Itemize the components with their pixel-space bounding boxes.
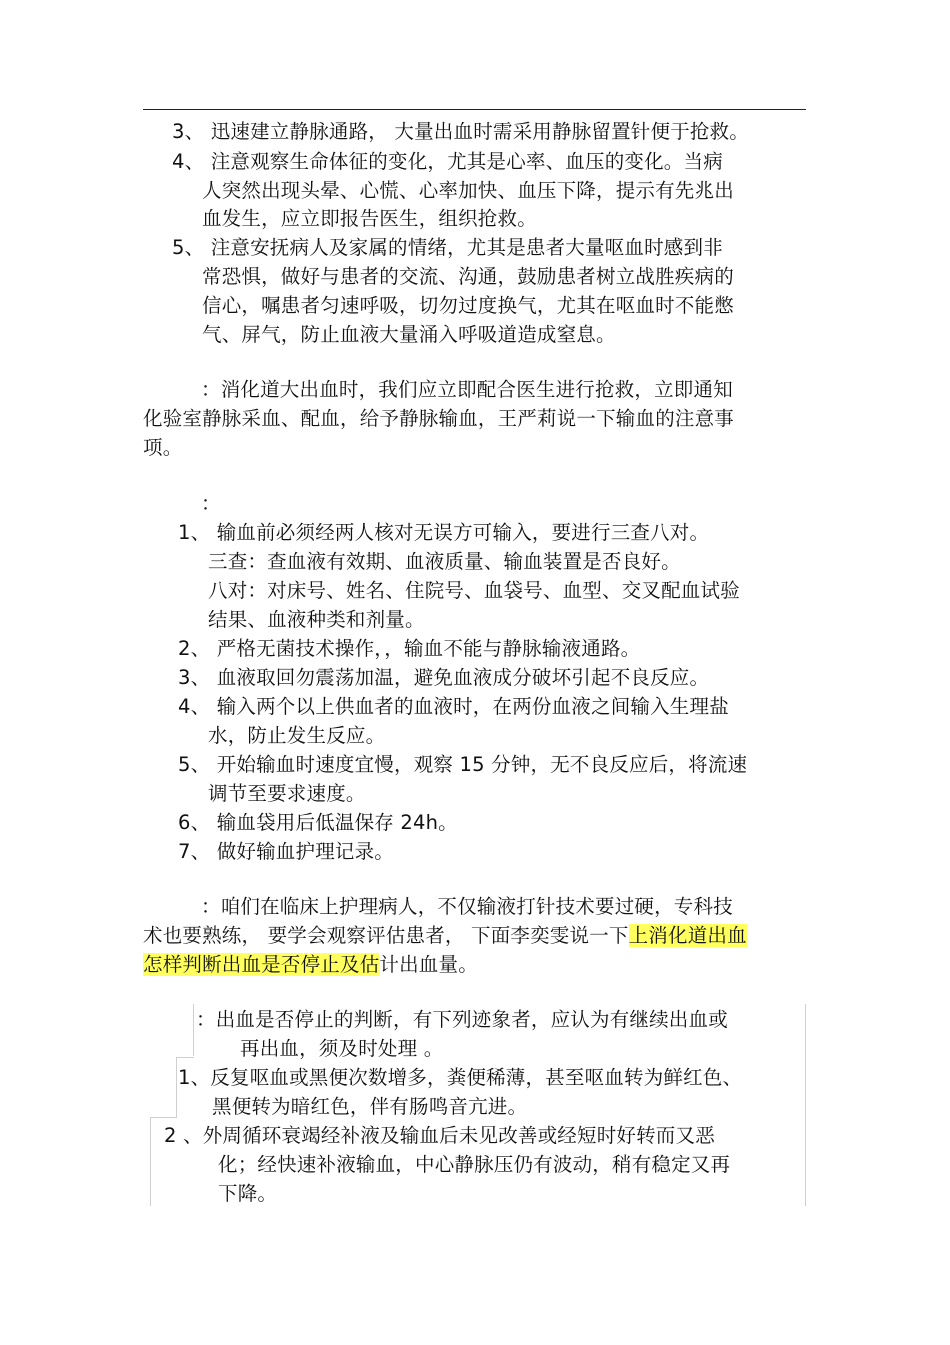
frame-line xyxy=(805,1004,806,1206)
transfusion-item-1: 1、 输血前必须经两人核对无误方可输入，要进行三查八对。 xyxy=(178,521,710,544)
frame-line xyxy=(193,1004,194,1056)
transfusion-item-4-line-2: 水，防止发生反应。 xyxy=(208,724,386,747)
transfusion-item-6: 6、 输血袋用后低温保存 24h。 xyxy=(178,811,458,834)
frame-line xyxy=(150,1117,151,1206)
header-rule xyxy=(143,109,806,110)
transfusion-item-5-line-1: 5、 开始输血时速度宜慢，观察 15 分钟，无不良反应后，将流速 xyxy=(178,753,748,776)
transfusion-item-5-line-2: 调节至要求速度。 xyxy=(208,782,366,805)
para2-highlight-2: 怎样判断出血是否停止及估 xyxy=(143,953,380,976)
bleeding-intro-line-2: 再出血，须及时处理 。 xyxy=(240,1037,444,1060)
care-item-5-line-4: 气、屏气，防止血液大量涌入呼吸道造成窒息。 xyxy=(202,323,616,346)
para2-line-2-plain: 术也要熟练， 要学会观察评估患者， 下面李奕雯说一下 xyxy=(143,924,629,947)
para2-line-3 xyxy=(143,952,478,978)
care-item-5-line-3: 信心，嘱患者匀速呼吸，切勿过度换气，尤其在呕血时不能憋 xyxy=(202,294,734,317)
frame-line xyxy=(150,1117,177,1118)
frame-line xyxy=(176,1057,194,1058)
bleeding-intro-line-1: ：出血是否停止的判断，有下列迹象者，应认为有继续出血或 xyxy=(196,1008,728,1031)
care-item-3: 3、 迅速建立静脉通路， 大量出血时需采用静脉留置针便于抢救。 xyxy=(172,120,750,143)
para1-line-3: 项。 xyxy=(143,436,183,459)
bleeding-item-2-line-2: 化；经快速补液输血，中心静脉压仍有波动，稍有稳定又再 xyxy=(218,1153,731,1176)
transfusion-item-3: 3、 血液取回勿震荡加温，避免血液成分破坏引起不良反应。 xyxy=(178,666,710,689)
bleeding-item-2-line-3: 下降。 xyxy=(218,1182,278,1205)
para2-line-1: ：咱们在临床上护理病人，不仅输液打针技术要过硬，专科技 xyxy=(201,895,733,918)
para2-line-2 xyxy=(143,923,747,949)
care-item-4-line-2: 人突然出现头晕、心慌、心率加快、血压下降，提示有先兆出 xyxy=(202,179,734,202)
para1-line-1: ：消化道大出血时，我们应立即配合医生进行抢救，立即通知 xyxy=(201,378,733,401)
bleeding-item-2-line-1: 2 、外周循环衰竭经补液及输血后未见改善或经短时好转而又恶 xyxy=(164,1124,715,1147)
eight-checks-line-1: 八对：对床号、姓名、住院号、血袋号、血型、交叉配血试验 xyxy=(208,579,740,602)
three-checks: 三查：查血液有效期、血液质量、输血装置是否良好。 xyxy=(208,550,681,573)
transfusion-item-7: 7、 做好输血护理记录。 xyxy=(178,840,395,863)
para2-highlight-1: 上消化道出血 xyxy=(628,924,747,947)
frame-line xyxy=(176,1057,177,1117)
care-item-5-line-2: 常恐惧，做好与患者的交流、沟通，鼓励患者树立战胜疾病的 xyxy=(202,265,734,288)
bleeding-item-1-line-1: 1、反复呕血或黑便次数增多，粪便稀薄，甚至呕血转为鲜红色、 xyxy=(178,1066,743,1089)
eight-checks-line-2: 结果、血液种类和剂量。 xyxy=(208,608,425,631)
care-item-5-line-1: 5、 注意安抚病人及家属的情绪，尤其是患者大量呕血时感到非 xyxy=(172,236,723,259)
transfusion-item-4-line-1: 4、 输入两个以上供血者的血液时，在两份血液之间输入生理盐 xyxy=(178,695,729,718)
speaker-colon: ： xyxy=(201,492,221,515)
transfusion-item-2: 2、 严格无菌技术操作，，输血不能与静脉输液通路。 xyxy=(178,637,641,660)
para2-line-3-plain: 计出血量。 xyxy=(379,953,478,976)
bleeding-item-1-line-2: 黑便转为暗红色，伴有肠鸣音亢进。 xyxy=(212,1095,528,1118)
care-item-4-line-1: 4、 注意观察生命体征的变化，尤其是心率、血压的变化。当病 xyxy=(172,150,723,173)
para1-line-2: 化验室静脉采血、配血，给予静脉输血，王严莉说一下输血的注意事 xyxy=(143,407,735,430)
care-item-4-line-3: 血发生，应立即报告医生，组织抢救。 xyxy=(202,207,537,230)
